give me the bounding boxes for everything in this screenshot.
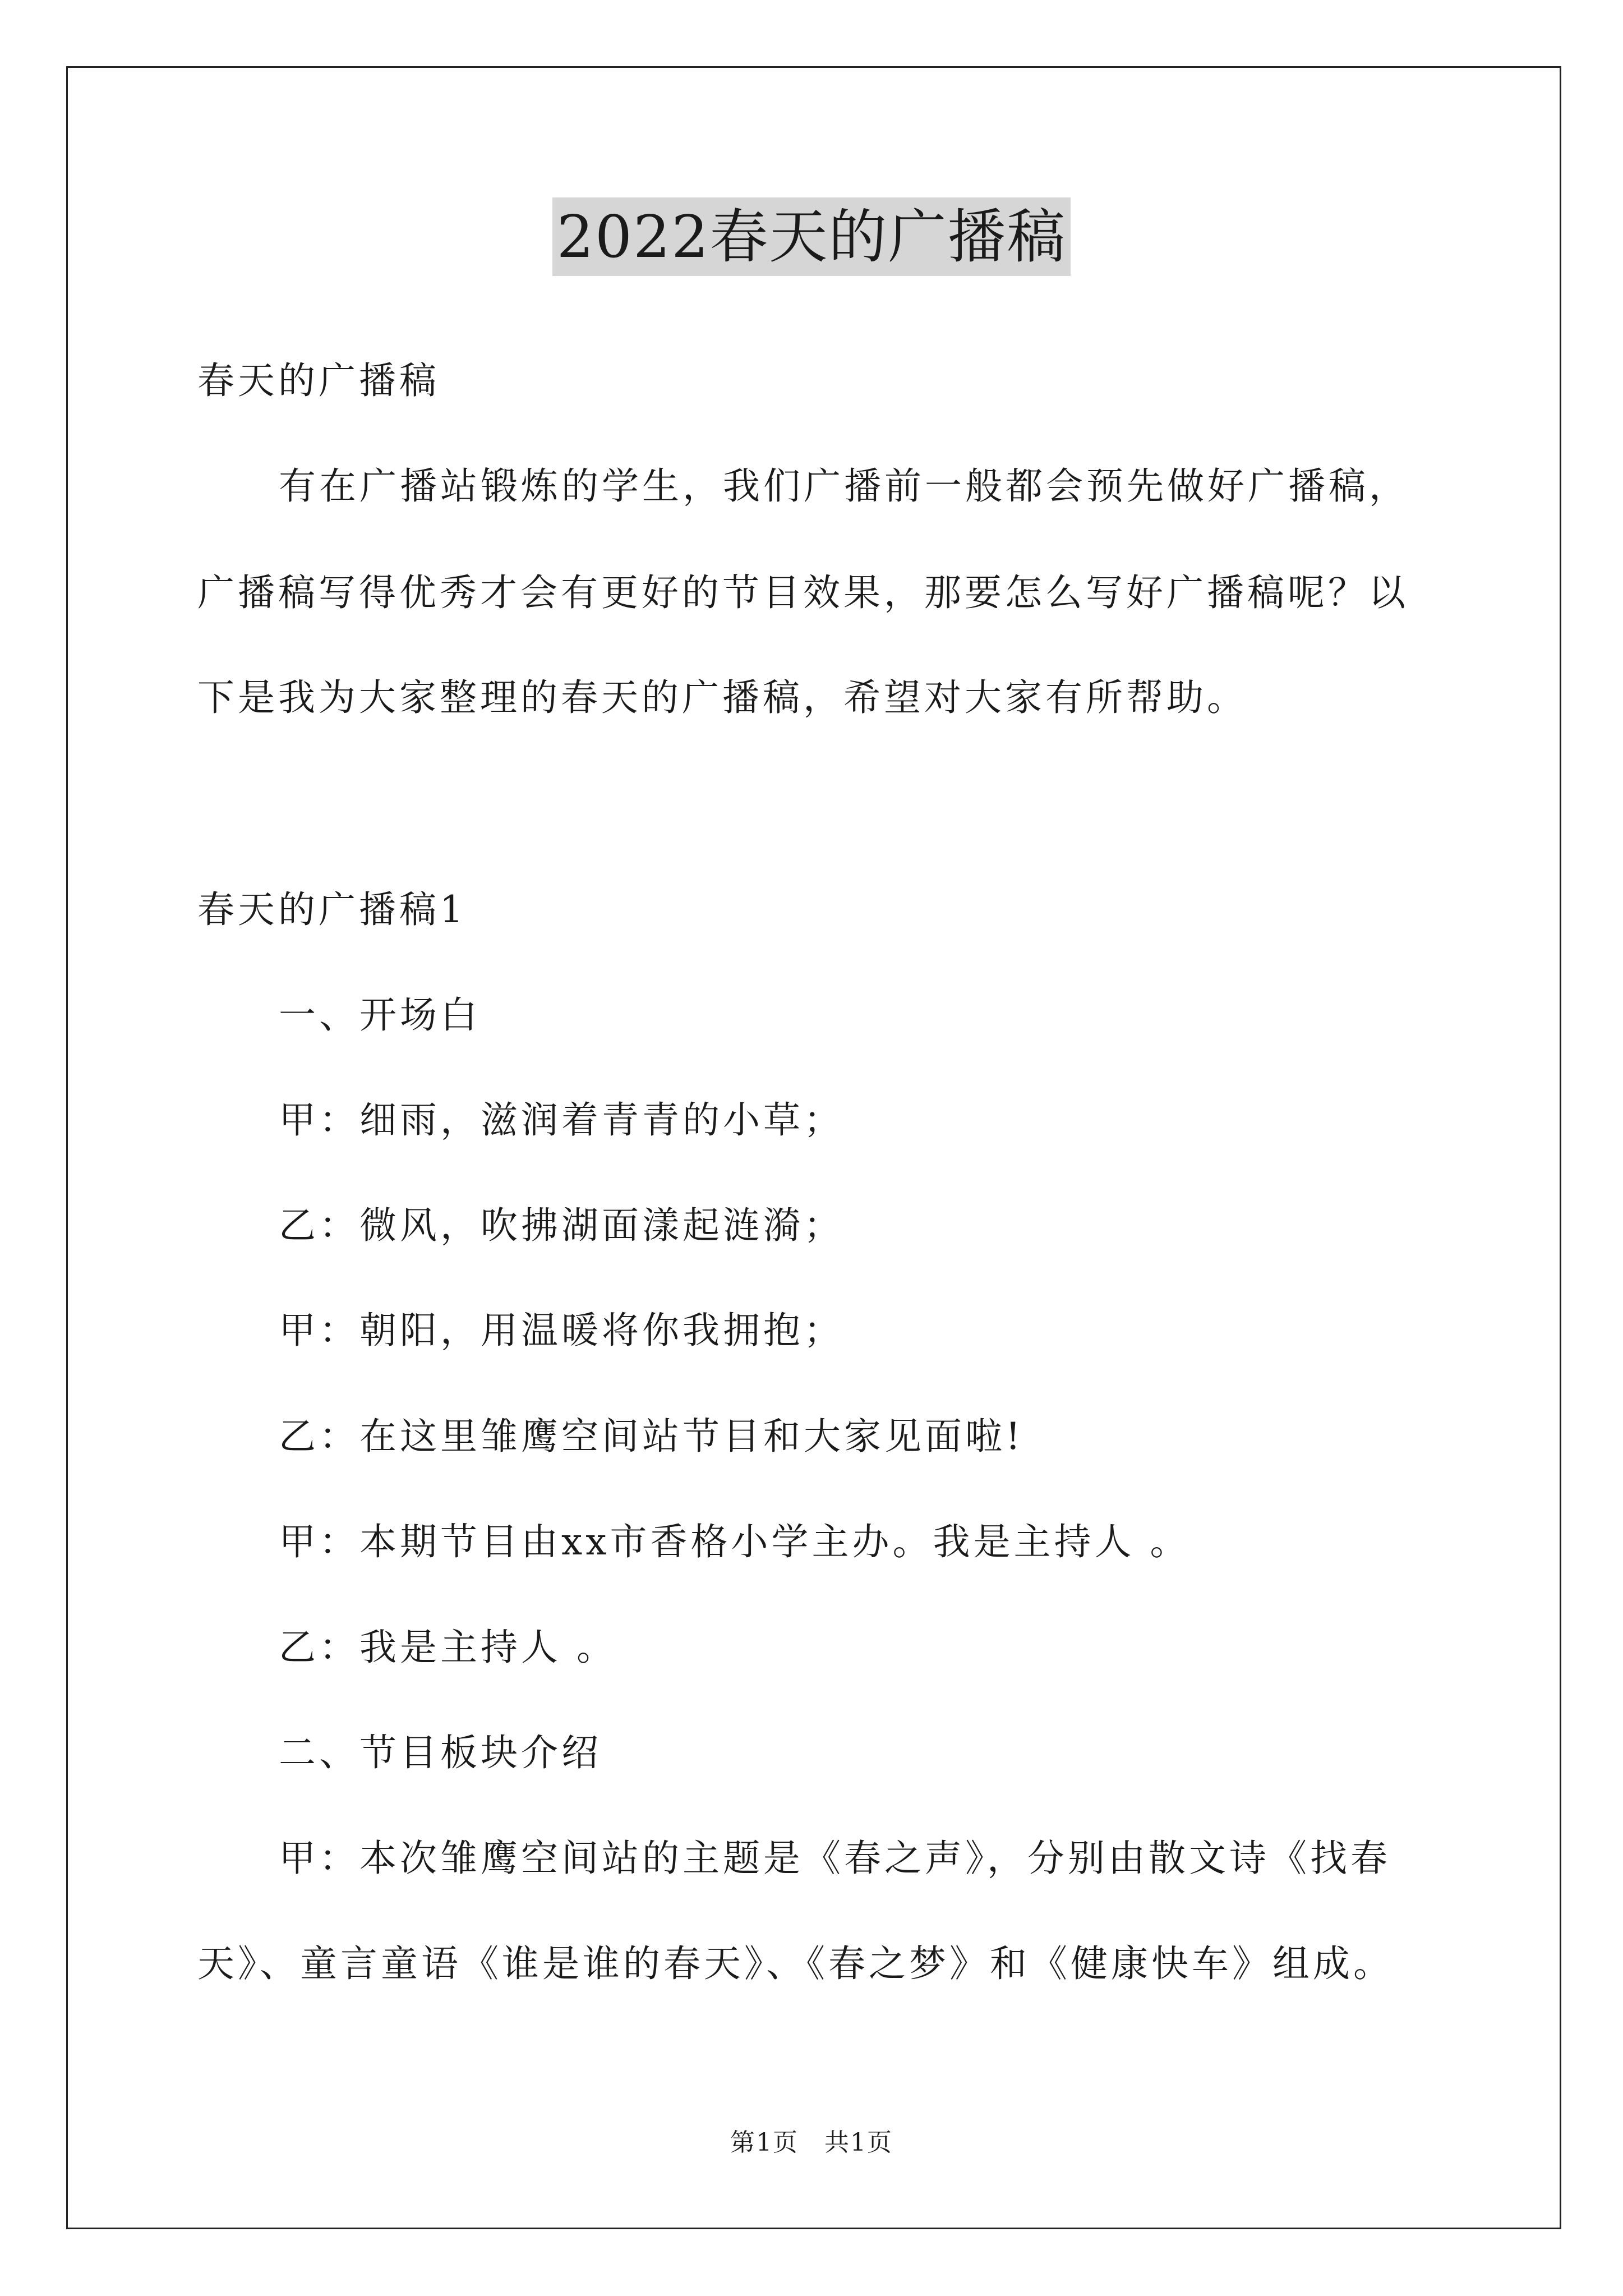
part-heading-segments: 二、节目板块介绍	[279, 1731, 602, 1774]
subsection-heading: 春天的广播稿1	[197, 888, 467, 931]
intro-paragraph-line-3: 下是我为大家整理的春天的广播稿，希望对大家有所帮助。	[197, 676, 1247, 719]
page-footer: 第1页 共1页	[730, 2128, 893, 2157]
title-container	[0, 197, 1623, 276]
dialogue-line: 甲：本期节目由xx市香格小学主办。我是主持人 。	[279, 1520, 1191, 1563]
intro-paragraph-line-1: 有在广播站锻炼的学生，我们广播前一般都会预先做好广播稿，	[279, 464, 1409, 508]
dialogue-line: 乙：微风，吹拂湖面漾起涟漪；	[279, 1204, 844, 1247]
document-title: 2022春天的广播稿	[552, 197, 1071, 276]
part-heading-opening: 一、开场白	[279, 993, 481, 1037]
intro-paragraph-line-2: 广播稿写得优秀才会有更好的节目效果，那要怎么写好广播稿呢？以	[197, 571, 1409, 614]
dialogue-line: 乙：在这里雏鹰空间站节目和大家见面啦!	[279, 1415, 1024, 1458]
dialogue-line-continued: 天》、童言童语《谁是谁的春天》、《春之梦》和《健康快车》组成。	[197, 1942, 1394, 1985]
dialogue-line: 甲：细雨，滋润着青青的小草；	[279, 1098, 844, 1142]
dialogue-line: 乙：我是主持人 。	[279, 1626, 617, 1669]
dialogue-line: 甲：朝阳，用温暖将你我拥抱；	[279, 1309, 844, 1352]
section-heading: 春天的广播稿	[197, 359, 440, 402]
dialogue-line: 甲：本次雏鹰空间站的主题是《春之声》，分别由散文诗《找春	[279, 1837, 1391, 1880]
